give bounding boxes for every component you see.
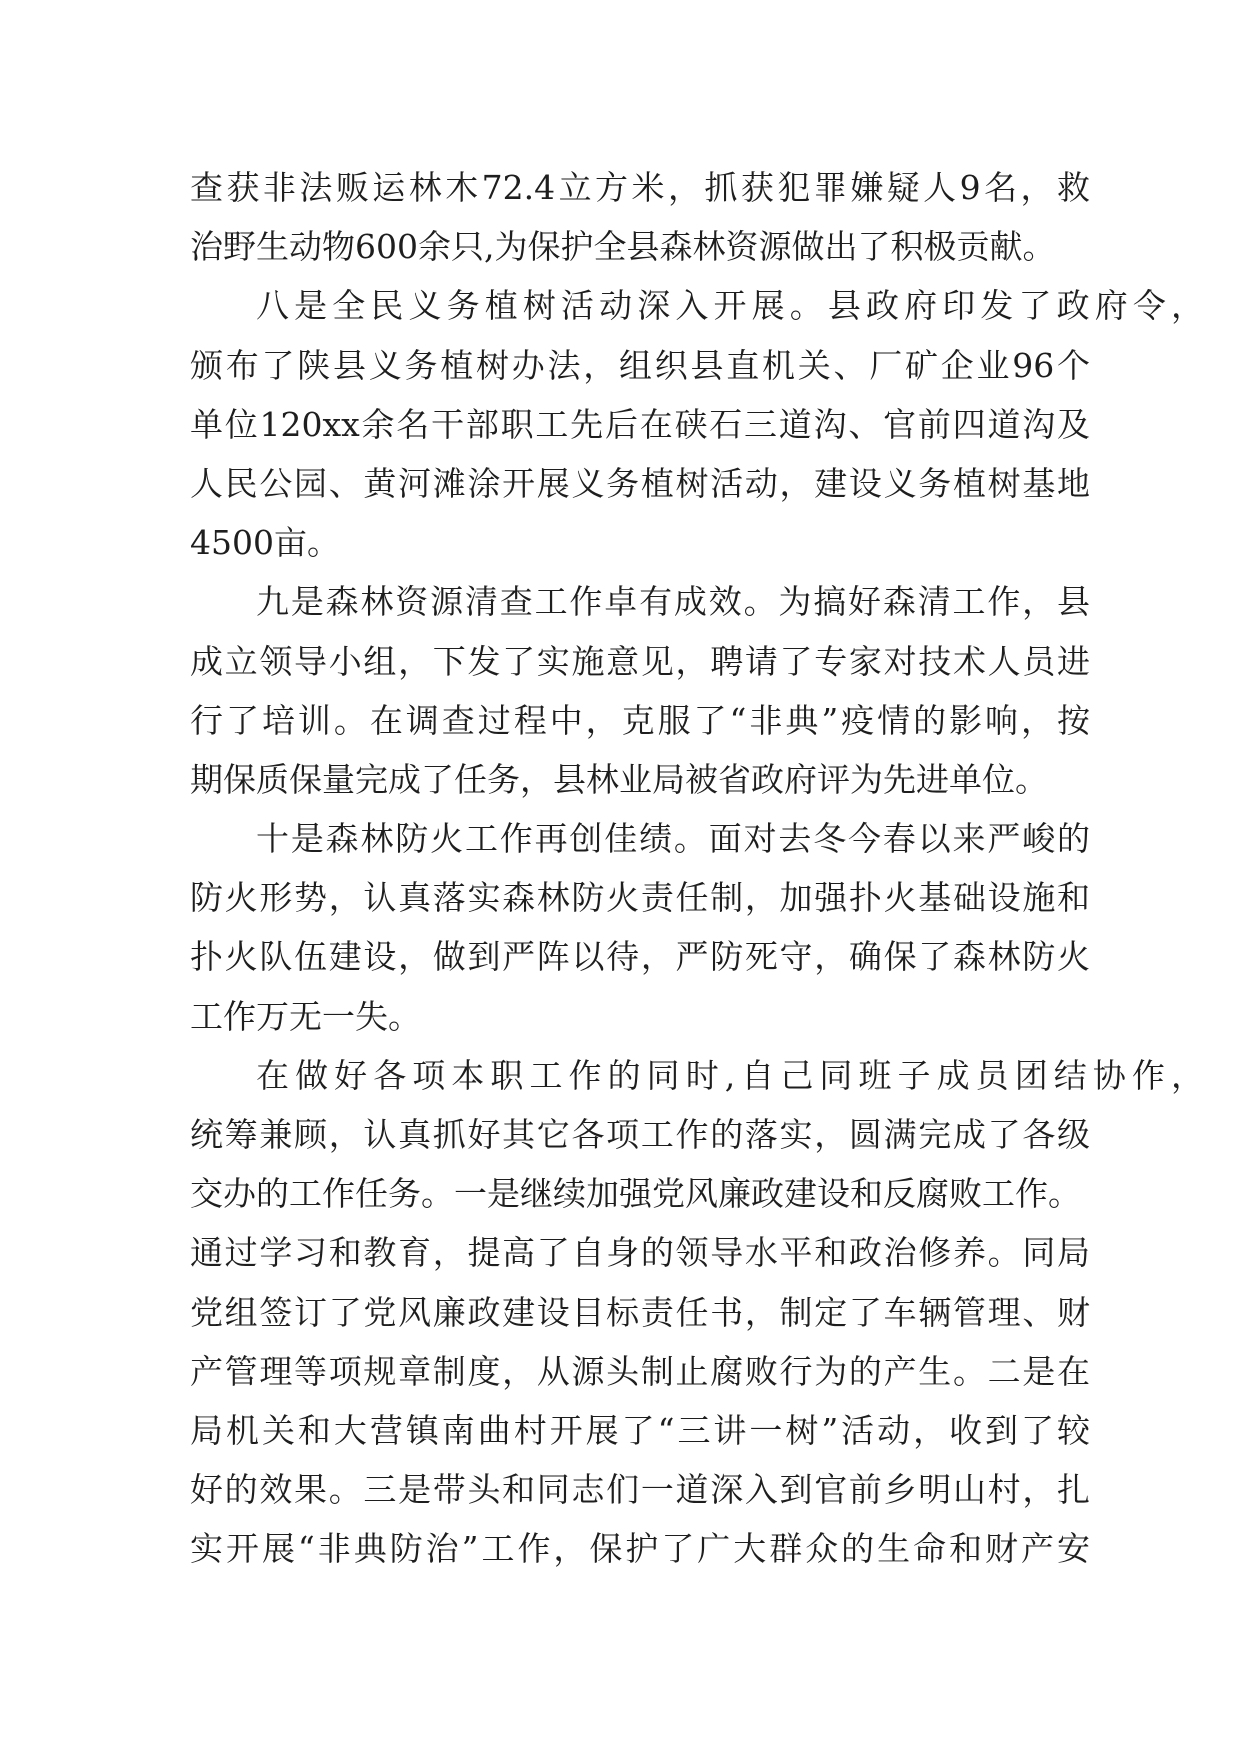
- text-line-1: 查获非法贩运林木72.4立方米，抓获犯罪嫌疑人9名，救: [190, 168, 1090, 207]
- text-line-4: 颁布了陕县义务植树办法，组织县直机关、厂矿企业96个: [190, 345, 1090, 385]
- text-line-8: 九是森林资源清查工作卓有成效。为搞好森清工作，县: [256, 582, 1090, 622]
- text-line-14: 扑火队伍建设，做到严阵以待，严防死守，确保了森林防火: [190, 937, 1090, 977]
- text-line-9: 成立领导小组，下发了实施意见，聘请了专家对技术人员进: [190, 641, 1090, 681]
- text-line-7: 4500亩。: [190, 523, 340, 563]
- text-line-10: 行了培训。在调查过程中，克服了“非典”疫情的影响，按: [190, 700, 1090, 740]
- text-line-13: 防火形势，认真落实森林防火责任制，加强扑火基础设施和: [190, 878, 1090, 918]
- text-line-20: 党组签订了党风廉政建设目标责任书，制定了车辆管理、财: [190, 1292, 1090, 1332]
- text-line-5: 单位120xx余名干部职工先后在硖石三道沟、官前四道沟及: [190, 404, 1090, 444]
- text-line-2: 治野生动物600余只,为保护全县森林资源做出了积极贡献。: [190, 227, 1056, 267]
- text-line-22: 局机关和大营镇南曲村开展了“三讲一树”活动，收到了较: [190, 1410, 1090, 1450]
- text-line-24: 实开展“非典防治”工作，保护了广大群众的生命和财产安: [190, 1529, 1090, 1569]
- text-line-12: 十是森林防火工作再创佳绩。面对去冬今春以来严峻的: [256, 819, 1090, 859]
- text-line-18: 交办的工作任务。一是继续加强党风廉政建设和反腐败工作。: [190, 1174, 1081, 1214]
- text-line-19: 通过学习和教育，提高了自身的领导水平和政治修养。同局: [190, 1233, 1090, 1273]
- text-line-3: 八是全民义务植树活动深入开展。县政府印发了政府令，: [256, 286, 1204, 326]
- text-line-11: 期保质保量完成了任务，县林业局被省政府评为先进单位。: [190, 759, 1048, 799]
- text-line-15: 工作万无一失。: [190, 996, 421, 1036]
- text-line-6: 人民公园、黄河滩涂开展义务植树活动，建设义务植树基地: [190, 463, 1090, 503]
- text-line-21: 产管理等项规章制度，从源头制止腐败行为的产生。二是在: [190, 1351, 1090, 1391]
- text-line-16: 在做好各项本职工作的同时,自己同班子成员团结协作，: [256, 1055, 1204, 1095]
- text-line-23: 好的效果。三是带头和同志们一道深入到官前乡明山村，扎: [190, 1470, 1090, 1510]
- body-text: [190, 158, 1204, 1579]
- text-line-17: 统筹兼顾，认真抓好其它各项工作的落实，圆满完成了各级: [190, 1115, 1090, 1154]
